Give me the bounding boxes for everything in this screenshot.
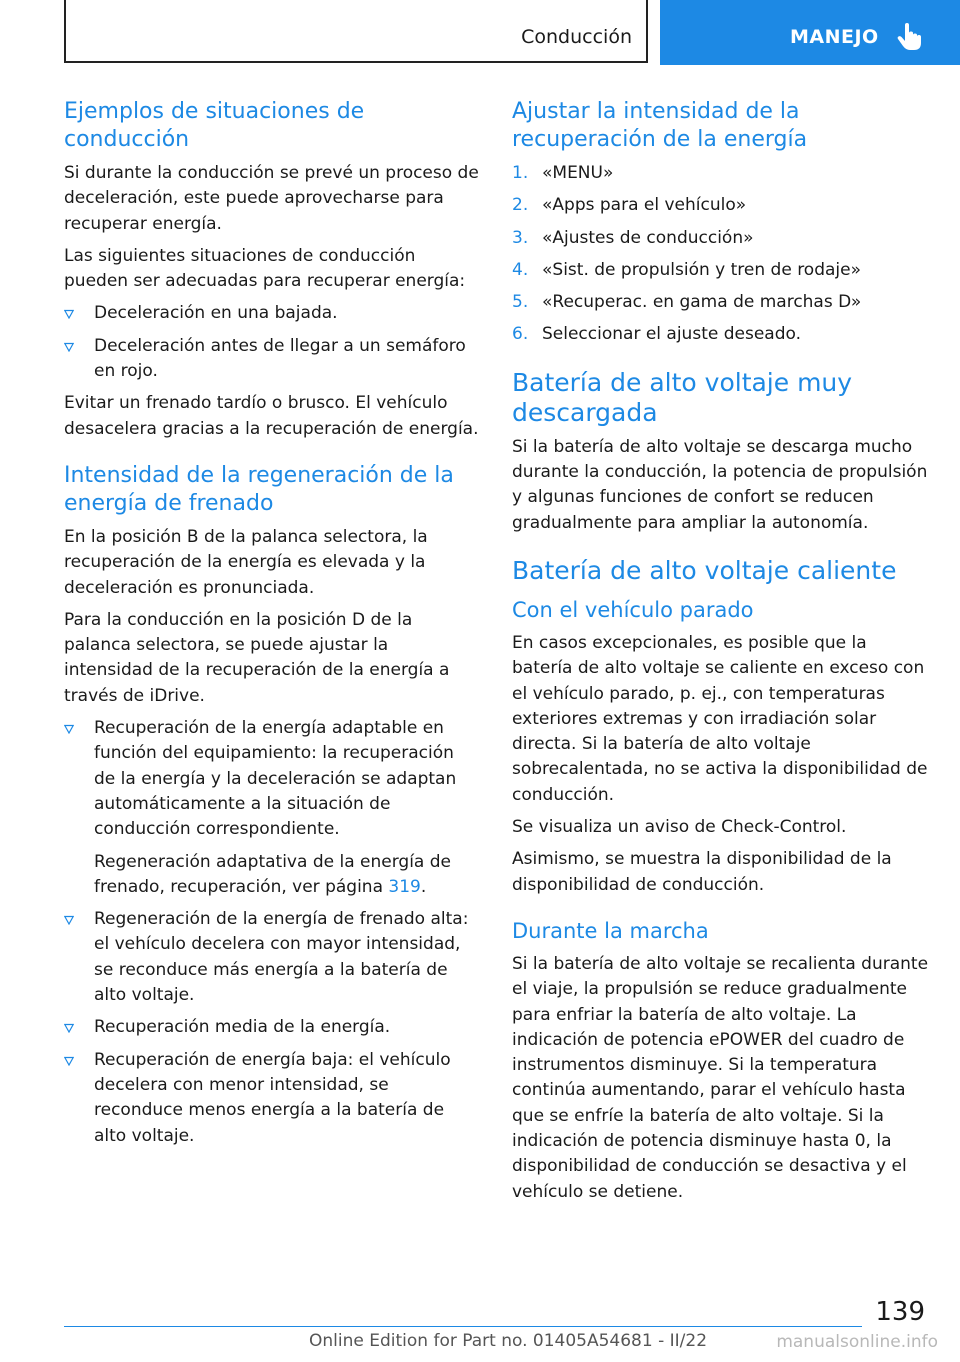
step-number: 6. <box>512 324 529 345</box>
step-text: «Ajustes de conducción» <box>542 227 754 248</box>
step-text: «Sist. de propulsión y tren de rodaje» <box>542 259 861 280</box>
list-item <box>64 301 480 326</box>
triangle-bullet-icon <box>64 724 74 734</box>
paragraph: Si la batería de alto voltaje se recalienta durante el viaje, la propulsión se reduce gradualmente para enfriar la batería de alto voltaje. La indicación de potencia ePOWER del cuadro de instrumentos disminuye. Si la temperatura continúa aumentando, parar el vehículo hasta que se enfríe la batería de alto voltaje. Si la indicación de potencia disminuye hasta 0, la disponibilidad de conducción se desactiva y el vehículo se detiene. <box>512 953 929 1202</box>
heading-adjust-recuperation: Ajustar la intensidad de la recuperación de la energía <box>512 99 808 152</box>
watermark: manualsonline.info <box>776 1332 938 1352</box>
triangle-bullet-icon <box>64 915 74 925</box>
step-text: Seleccionar el ajuste deseado. <box>542 324 802 345</box>
triangle-bullet-icon <box>64 1023 74 1033</box>
bullet-list <box>64 716 480 1149</box>
step-text: «Apps para el vehículo» <box>542 195 747 216</box>
step-text: «MENU» <box>542 163 614 183</box>
paragraph: En casos excepcionales, es posible que la batería de alto voltaje se caliente en exceso con el vehículo parado, p. ej., con temperaturas exteriores extremas y con irradiación solar directa. Si la batería de alto voltaje sobrecalentada, no se activa la disponibilidad de conducción. <box>512 632 928 805</box>
heading-driving-situations: Ejemplos de situaciones de conducción <box>64 99 365 152</box>
triangle-bullet-icon <box>64 342 74 352</box>
step-item <box>512 322 930 347</box>
step-item <box>512 258 930 283</box>
paragraph: Asimismo, se muestra la disponibilidad de la disponibilidad de conducción. <box>512 849 892 895</box>
paragraph: Evitar un frenado tardío o brusco. El vehículo desacelera gracias a la recuperación de energía. <box>64 393 479 439</box>
list-item-text: Recuperación de energía baja: el vehículo decelera con menor intensidad, se reconduce menos energía a la batería de alto voltaje. <box>94 1049 451 1146</box>
list-item-text: Recuperación media de la energía. <box>94 1017 391 1038</box>
paragraph: Las siguientes situaciones de conducción pueden ser adecuadas para recuperar energía: <box>64 245 466 292</box>
list-item-text: Regeneración de la energía de frenado alta: el vehículo decelera con mayor intensidad, se reconduce más energía a la batería de alto voltaje. <box>94 909 469 1006</box>
list-item <box>64 1015 480 1040</box>
subheading-vehicle-parked: Con el vehículo parado <box>512 597 754 622</box>
step-item <box>512 290 930 315</box>
list-item-text: Deceleración antes de llegar a un semáforo en rojo. <box>94 335 466 382</box>
heading-regeneration-intensity: Intensidad de la regeneración de la energía de frenado <box>64 462 454 516</box>
section-title: Conducción <box>521 26 632 48</box>
paragraph: Si durante la conducción se prevé un proceso de deceleración, este puede aprovecharse para recuperar energía. <box>64 163 479 234</box>
page-reference-link[interactable]: 319 <box>388 876 421 897</box>
paragraph: Se visualiza un aviso de Check-Control. <box>512 817 847 838</box>
list-item <box>64 907 480 1008</box>
left-column <box>64 98 480 1149</box>
bullet-list <box>64 301 480 384</box>
list-item <box>64 334 480 385</box>
footer-edition: Online Edition for Part no. 01405A54681 - II/22 <box>309 1331 708 1351</box>
triangle-bullet-icon <box>64 309 74 319</box>
step-number: 1. <box>512 163 529 183</box>
heading-battery-hot: Batería de alto voltaje caliente <box>512 555 897 585</box>
step-text: «Recuperac. en gama de marchas D» <box>542 292 862 313</box>
list-item-text: Recuperación de la energía adaptable en función del equipamiento: la recuperación de la energía y la deceleración se adaptan automáticamente a la situación de conducción correspondiente. <box>94 718 457 840</box>
list-item-subtext: Regeneración adaptativa de la energía de frenado, recuperación, ver página 319. <box>94 851 451 897</box>
list-item <box>64 716 480 900</box>
subheading-while-driving: Durante la marcha <box>512 918 709 943</box>
page-number: 139 <box>875 1297 925 1327</box>
chapter-tab[interactable] <box>660 0 960 65</box>
footer-divider <box>64 1326 862 1327</box>
triangle-bullet-icon <box>64 1056 74 1066</box>
steps-list <box>512 161 930 348</box>
page-header <box>0 0 960 66</box>
step-number: 3. <box>512 227 529 248</box>
pointing-hand-icon <box>896 22 924 52</box>
section-header-box <box>64 0 648 63</box>
step-item <box>512 161 930 186</box>
paragraph: Si la batería de alto voltaje se descarga mucho durante la conducción, la potencia de propulsión y algunas funciones de confort se reducen gradualmente para ampliar la autonomía. <box>512 436 928 533</box>
paragraph: Para la conducción en la posición D de la palanca selectora, se puede ajustar la intensidad de la recuperación de la energía a través de iDrive. <box>64 609 450 706</box>
chapter-tab-label: MANEJO <box>790 26 879 48</box>
step-item <box>512 226 930 251</box>
step-number: 5. <box>512 292 529 313</box>
list-item-text: Deceleración en una bajada. <box>94 303 338 324</box>
step-number: 2. <box>512 195 529 216</box>
step-number: 4. <box>512 259 529 280</box>
heading-battery-discharged: Batería de alto voltaje muy descargada <box>512 367 853 427</box>
right-column <box>512 98 930 1205</box>
paragraph: En la posición B de la palanca selectora, la recuperación de la energía es elevada y la deceleración es pronunciada. <box>64 526 428 598</box>
list-item <box>64 1048 480 1149</box>
step-item <box>512 193 930 218</box>
